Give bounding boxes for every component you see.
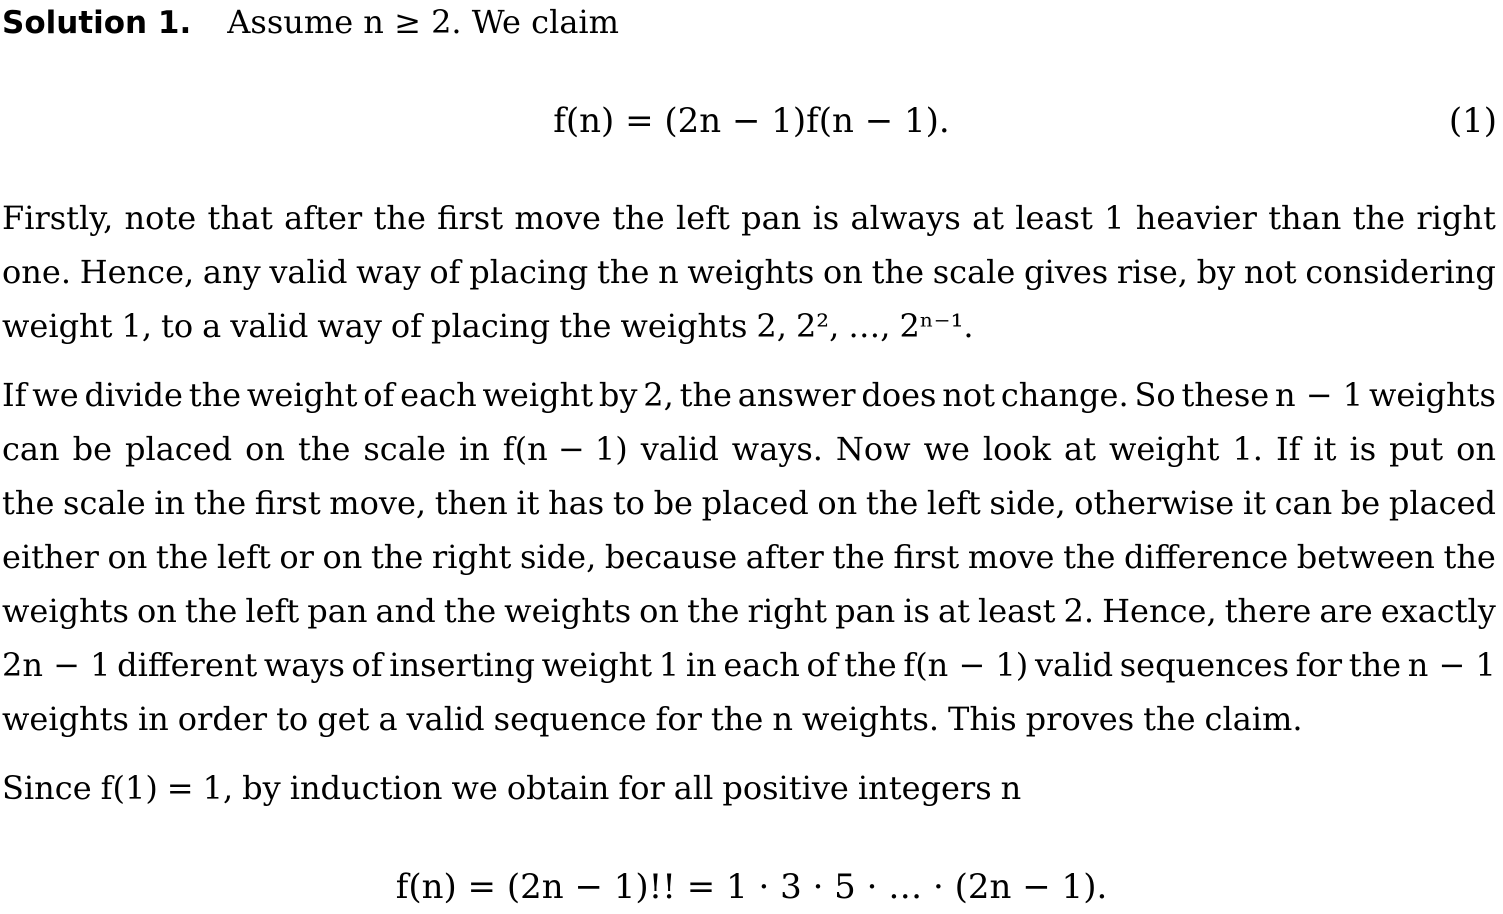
word: on [245,430,285,468]
word: …, [848,307,891,345]
word: considering [1305,253,1496,291]
word: placed [125,430,233,468]
word: first [437,199,504,237]
word: valid [406,700,485,738]
word: for [655,700,702,738]
word: the [710,700,764,738]
word: ways. [731,430,823,468]
paragraph-3 [2,768,1496,808]
word: are [1319,592,1373,630]
word: in [154,484,186,522]
word: to [161,307,194,345]
word: 2², [795,307,840,345]
word: 2, [756,307,787,345]
word: weight [2,307,113,345]
word: it [1313,430,1337,468]
word: the [370,538,424,576]
word: the [832,538,885,576]
word: first [254,484,321,522]
word: answer [737,376,856,414]
word: than [1268,199,1342,237]
word: for [1295,646,1343,684]
word: the [1143,700,1196,738]
word: of [806,646,838,684]
word: f(n − 1) [903,646,1029,684]
word: scale [363,430,446,468]
word: weight [482,376,594,414]
word: first [893,538,960,576]
word: side, [519,538,597,576]
word: be [653,484,693,522]
word: right [747,592,828,630]
word: the [844,646,897,684]
paragraph-1-line-2 [2,252,1496,292]
word: move [967,538,1055,576]
word: proves [1025,700,1135,738]
word: for [618,769,665,807]
word: pan [835,592,896,630]
word: is [1349,430,1377,468]
word: inserting [389,646,535,684]
word: integers [857,769,992,807]
word: there [1224,592,1312,630]
word: in [685,646,717,684]
word: sequence [493,700,647,738]
word: obtain [506,769,610,807]
word: side, [989,484,1066,522]
word: always [850,199,961,237]
word: n − 1 [1275,376,1364,414]
word: claim. [1204,700,1303,738]
word: scale [932,253,1016,291]
word: on [639,592,680,630]
solution-intro: Assume n ≥ 2. We claim [227,3,619,41]
word: Hence, [1102,592,1217,630]
word: gives [1024,253,1109,291]
word: difference [1124,538,1289,576]
word: weights [2,592,129,630]
word: the [184,592,238,630]
paragraph-2-line-2 [2,429,1496,469]
paragraph-2-line-6 [2,645,1496,685]
word: f(1) [100,769,158,807]
word: at [937,592,970,630]
word: placing [469,253,589,291]
word: has [548,484,605,522]
word: pan [307,592,368,630]
word: of [390,307,423,345]
word: 2. [1063,592,1095,630]
word: of [351,646,383,684]
word: left [926,484,981,522]
word: all [673,769,714,807]
word: move, [329,484,427,522]
word: exactly [1380,592,1496,630]
word: of [429,253,461,291]
paragraph-1-line-1 [2,198,1496,238]
word: Since [2,769,92,807]
word: 1, [121,307,153,345]
word: the [865,484,919,522]
word: scale [63,484,146,522]
word: can [1274,484,1333,522]
word: not [942,376,995,414]
paragraph-2-line-4 [2,537,1496,577]
word: 1 [1104,199,1125,237]
word: weights. [801,700,940,738]
equation-final: f(n) = (2n − 1)!! = 1 · 3 · 5 · … · (2n − 1). [395,867,1108,907]
word: the [1348,646,1402,684]
word: n [1000,769,1022,807]
word: 2n − 1 [2,646,111,684]
word: by [242,769,281,807]
word: not [1243,253,1297,291]
word: least [977,592,1056,630]
word: the [612,199,665,237]
word: ways [263,646,345,684]
word: or [279,538,314,576]
word: put [1389,430,1444,468]
word: Now [835,430,911,468]
word: Firstly, [2,199,114,237]
word: placing [431,307,551,345]
word: each [400,376,477,414]
word: placed [701,484,809,522]
word: change. [1000,376,1129,414]
word: then [434,484,508,522]
equation-number: (1) [1448,101,1497,141]
word: can [2,430,60,468]
word: the [373,199,426,237]
word: the [687,592,740,630]
word: the [871,253,925,291]
word: So [1134,376,1176,414]
word: weight [1108,430,1220,468]
word: divide [84,376,183,414]
word: at [972,199,1004,237]
word: on [136,592,177,630]
word: valid [640,430,719,468]
word: does [861,376,937,414]
word: 1 [658,646,680,684]
word: the [188,376,242,414]
word: valid [230,307,309,345]
word: pan [741,199,802,237]
word: at [1064,430,1096,468]
word: weight [246,376,358,414]
word: heavier [1135,199,1257,237]
word: get [317,700,370,738]
word: placed [1388,484,1496,522]
word: the [596,253,650,291]
word: weight [541,646,653,684]
word: valid [1034,646,1114,684]
word: on [823,253,863,291]
word: = [166,769,194,807]
solution-heading [2,2,619,42]
word: positive [722,769,849,807]
word: left [675,199,730,237]
word: weights [1368,376,1496,414]
word: right [431,538,512,576]
word: on [817,484,858,522]
word: This [948,700,1017,738]
word: by [1196,253,1236,291]
word: rise, [1116,253,1188,291]
word: left [216,538,271,576]
word: the [155,538,209,576]
word: 2ⁿ⁻¹. [899,307,974,345]
word: is [812,199,840,237]
word: one. [2,253,71,291]
word: each [723,646,800,684]
word: of [363,376,395,414]
word: the [1443,538,1496,576]
word: least [1015,199,1093,237]
word: be [1340,484,1381,522]
word: after [745,538,824,576]
word: that [207,199,273,237]
word: between [1296,538,1435,576]
word: we [923,430,970,468]
paragraph-2-line-1 [2,375,1496,415]
word: the [193,484,247,522]
word: different [117,646,258,684]
word: in [137,700,169,738]
word: the [2,484,55,522]
paragraph-1-line-3 [2,306,1496,346]
paragraph-2-line-3 [2,483,1496,523]
word: either [2,538,99,576]
word: move [514,199,601,237]
word: weights [2,700,129,738]
word: 1. [1232,430,1263,468]
word: weights [620,307,748,345]
word: If [2,376,27,414]
word: on [1456,430,1496,468]
word: a [378,700,398,738]
word: the [443,592,497,630]
word: any [202,253,261,291]
paragraph-2-line-5 [2,591,1496,631]
word: f(n − 1) [502,430,628,468]
solution-label: Solution 1. [2,5,192,41]
word: way [317,307,382,345]
word: left [245,592,300,630]
word: If [1275,430,1301,468]
word: be [72,430,113,468]
word: a [202,307,222,345]
word: it [516,484,540,522]
word: by [598,376,638,414]
paragraph-2-line-7 [2,699,1496,739]
word: weights [687,253,815,291]
word: because [604,538,738,576]
word: Hence, [79,253,195,291]
word: the [559,307,612,345]
word: valid [269,253,348,291]
word: the [297,430,351,468]
word: order [177,700,268,738]
word: induction [289,769,443,807]
word: n [772,700,793,738]
word: 2, [643,376,674,414]
word: otherwise [1074,484,1235,522]
word: after [284,199,363,237]
word: it [1242,484,1266,522]
word: n [658,253,679,291]
equation-1: f(n) = (2n − 1)f(n − 1). [553,101,950,141]
word: 1, [202,769,234,807]
word: we [32,376,79,414]
word: the [1352,199,1406,237]
word: way [356,253,421,291]
word: is [903,592,930,630]
word: n − 1 [1407,646,1496,684]
word: in [458,430,490,468]
word: sequences [1119,646,1289,684]
word: weights [504,592,632,630]
word: note [124,199,197,237]
word: look [982,430,1052,468]
word: to [276,700,309,738]
word: on [107,538,148,576]
word: and [375,592,436,630]
word: to [612,484,645,522]
word: these [1181,376,1270,414]
word: the [679,376,732,414]
word: right [1416,199,1496,237]
word: the [1063,538,1116,576]
word: on [322,538,363,576]
word: we [451,769,498,807]
